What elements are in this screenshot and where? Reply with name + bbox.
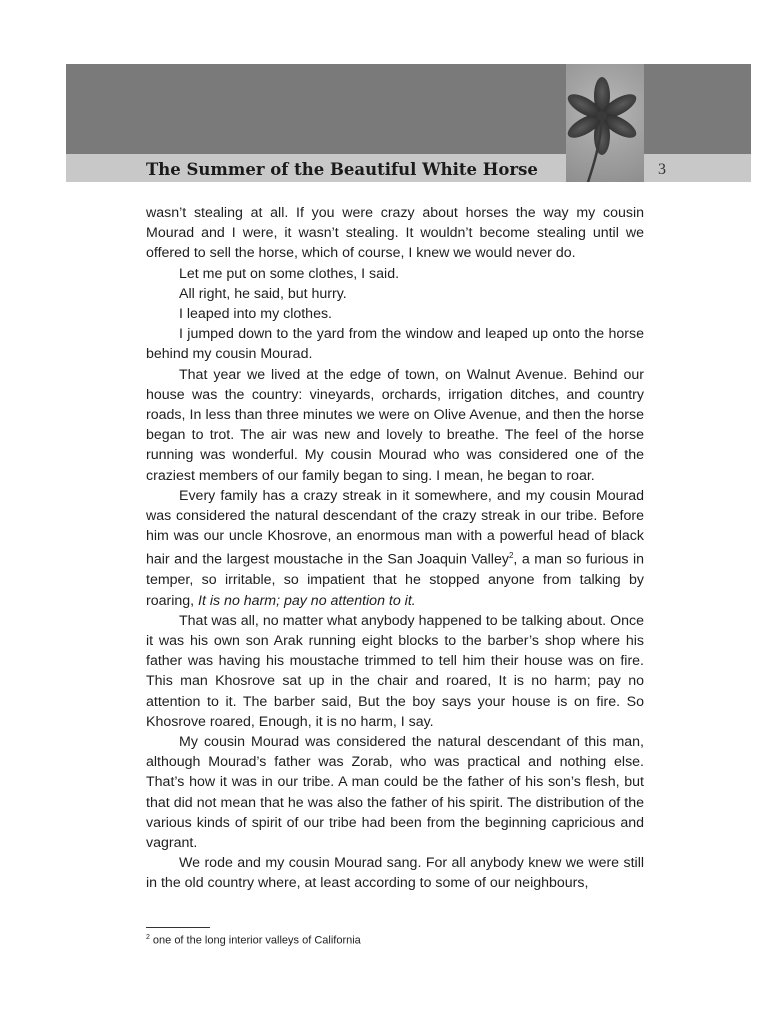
paragraph <box>146 324 644 364</box>
footnote-text: one of the long interior valleys of California <box>152 934 361 947</box>
paragraph <box>146 264 644 284</box>
body-text <box>146 203 644 894</box>
page-number: 3 <box>658 161 666 178</box>
chapter-title: The Summer of the Beautiful White Horse <box>146 160 538 179</box>
paragraph-text: , a man so furious in temper, so irritable, so impatient that he stopped anyone from talking by roaring, <box>146 552 644 609</box>
paragraph <box>146 486 644 611</box>
paragraph <box>146 732 644 853</box>
footnote-divider <box>146 927 210 928</box>
footnote-reference: 2 <box>508 551 514 561</box>
paragraph-text: I jumped down to the yard from the window and leaped up onto the horse behind my cousin Mourad. <box>146 326 644 363</box>
paragraph-text: All right, he said, but hurry. <box>179 285 347 302</box>
footnote-marker: 2 <box>146 934 150 941</box>
paragraph-text: Let me put on some clothes, I said. <box>179 265 400 282</box>
paragraph-text: I leaped into my clothes. <box>179 306 332 323</box>
paragraph-text: We rode and my cousin Mourad sang. For all anybody knew we were still in the old country where, at least according to some of our neighbours, <box>146 855 644 892</box>
paragraph <box>146 203 644 264</box>
paragraph <box>146 853 644 893</box>
paragraph <box>146 284 644 304</box>
paragraph-text: wasn’t stealing at all. If you were crazy about horses the way my cousin Mourad and I were, it wasn’t stealing. It wouldn’t become stealing until we offered to sell the horse, which of course, I knew we would never do. <box>146 205 644 262</box>
header-band <box>66 64 751 154</box>
clover-leaf-photo <box>566 64 644 182</box>
paragraph-text: That year we lived at the edge of town, on Walnut Avenue. Behind our house was the country: vineyards, orchards, irrigation ditches, and country roads, In less than three minutes we were on Olive Avenue, and then the horse began to trot. The air was new and lovely to breathe. The feel of the horse running was wonderful. My cousin Mourad who was considered one of the craziest members of our family began to sing. I mean, he began to roar. <box>146 366 644 484</box>
footnote <box>146 934 361 947</box>
paragraph-text: Every family has a crazy streak in it somewhere, and my cousin Mourad was considered the natural descendant of the crazy streak in our tribe. Before him was our uncle Khosrove, an enormous man with a powerful head of black hair and the largest moustache in the San Joaquin Valley <box>146 487 644 569</box>
paragraph-text: My cousin Mourad was considered the natural descendant of this man, although Mourad’s father was Zorab, who was practical and nothing else. That’s how it was in our tribe. A man could be the father of his son’s flesh, but that did not mean that he was also the father of his spirit. The distribution of the various kinds of spirit of our tribe had been from the beginning capricious and vagrant. <box>146 734 644 852</box>
italic-quote: It is no harm; pay no attention to it. <box>198 592 416 609</box>
paragraph <box>146 611 644 732</box>
paragraph <box>146 365 644 486</box>
paragraph-text: That was all, no matter what anybody happened to be talking about. Once it was his own son Arak running eight blocks to the barber’s shop where his father was having his moustache trimmed to tell him their house was on fire. This man Khosrove sat up in the chair and roared, It is no harm; pay no attention to it. The barber said, But the boy says your house is on fire. So Khosrove roared, Enough, it is no harm, I say. <box>146 612 644 730</box>
paragraph <box>146 304 644 324</box>
